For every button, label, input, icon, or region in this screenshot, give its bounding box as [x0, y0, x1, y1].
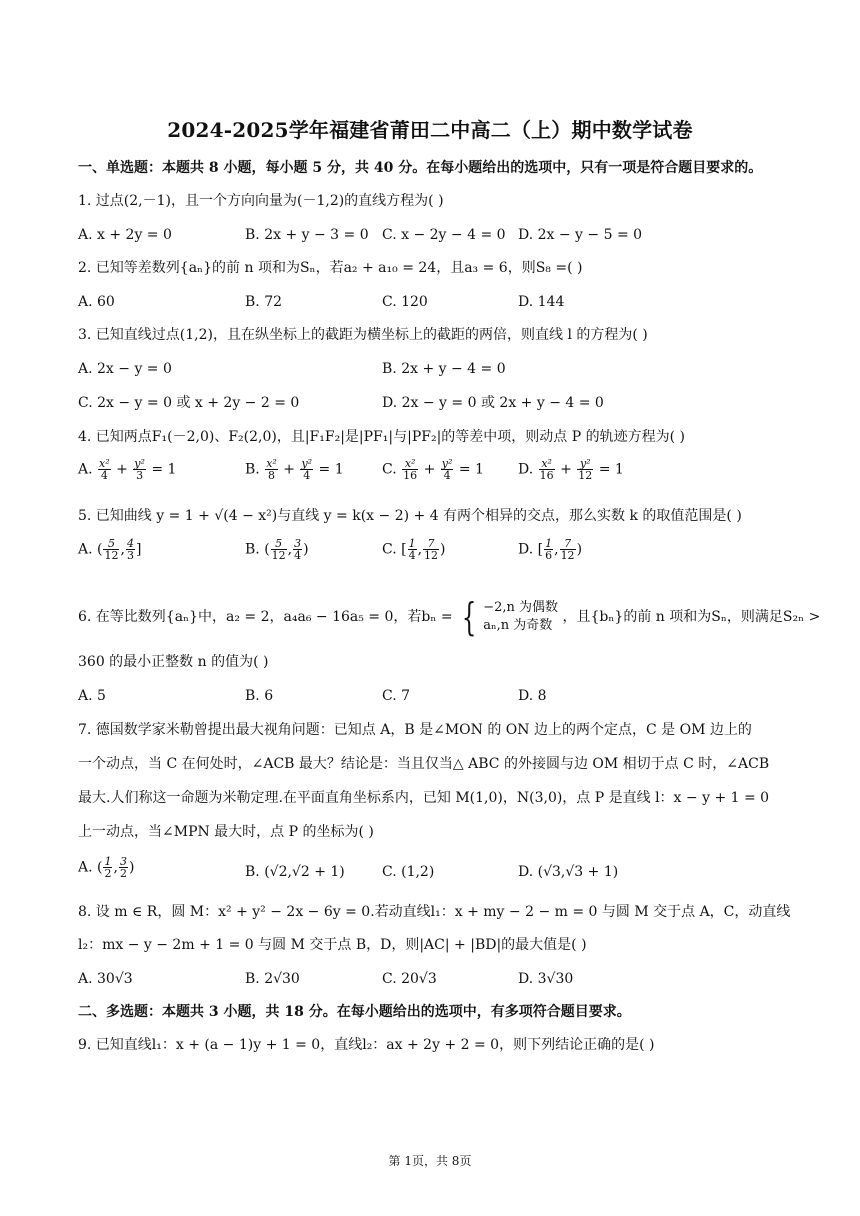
q5c-close: ) [440, 541, 446, 558]
q5d-f1-num: 1 [545, 537, 553, 550]
q5b-f2-den: 4 [294, 549, 302, 562]
q5a-frac-1 [103, 538, 119, 561]
q2-option-a: A. 60 [78, 294, 115, 310]
q5a-f1-den: 12 [104, 549, 119, 562]
q8-option-a: A. 30√3 [78, 971, 133, 987]
q6-option-d: D. 8 [518, 688, 547, 704]
q4a-x-den: 4 [100, 469, 108, 482]
question-2: 2. 已知等差数列{aₙ}的前 n 项和为Sₙ，若a₂ + a₁₀ = 24，且a₃ = 6，则S₈ =( ) [78, 260, 583, 276]
q7a-f1-den: 2 [104, 867, 112, 880]
question-8-line-1: 8. 设 m ∈ R，圆 M：x² + y² − 2x − 6y = 0.若动直线l₁：x + my − 2 − m = 0 与圆 M 交于点 A，C，动直线 [78, 904, 791, 920]
q6-case-even: −2,n 为偶数 [483, 600, 559, 615]
q1-option-b: B. 2x + y − 3 = 0 [245, 227, 369, 243]
question-4: 4. 已知两点F₁(－2,0)、F₂(2,0)，且|F₁F₂|是|PF₁|与|PF₂|的等差中项，则动点 P 的轨迹方程为( ) [78, 429, 685, 445]
q7-option-a-label: A. [78, 859, 93, 876]
question-9: 9. 已知直线l₁：x + (a − 1)y + 1 = 0，直线l₂：ax + 2y + 2 = 0，则下列结论正确的是( ) [78, 1037, 655, 1053]
question-7-line-2: 一个动点，当 C 在何处时，∠ACB 最大？结论是：当且仅当△ ABC 的外接圆与边 OM 相切于点 C 时，∠ACB [78, 756, 770, 772]
q4c-y-num: y² [441, 457, 453, 470]
q5c-f2-num: 7 [423, 538, 439, 550]
q5c-f1-num: 1 [408, 537, 416, 550]
page-title: 2024-2025学年福建省莆田二中高二（上）期中数学试卷 [167, 118, 693, 142]
q4-option-b-label: B. [245, 461, 260, 478]
q5c-f1-den: 4 [408, 549, 416, 562]
q4b-y-den: 4 [303, 469, 311, 482]
q4a-frac-x [98, 458, 111, 481]
q4c-frac-x [402, 458, 418, 481]
question-8-line-2: l₂：mx − y − 2m + 1 = 0 与圆 M 交于点 B，D，则|AC| + |BD|的最大值是( ) [78, 937, 587, 953]
q4-option-c: C. $\frac{\text{x²}}{16}$ + $\frac{\text{y²}}{4}$ = 1 [382, 457, 484, 482]
q4d-frac-x [539, 458, 555, 481]
q6-part-a: 6. 在等比数列{aₙ}中，a₂ = 2，a₄a₆ − 16a₅ = 0，若bₙ = [78, 609, 453, 625]
q5-option-c-label: C. [382, 541, 397, 558]
q5a-f2-den: 3 [126, 549, 134, 562]
q4b-frac-y [300, 458, 313, 481]
question-3: 3. 已知直线过点(1,2)，且在纵坐标上的截距为横坐标上的截距的两倍，则直线 l 的方程为( ) [78, 327, 648, 343]
q3-option-b: B. 2x + y − 4 = 0 [382, 361, 506, 377]
q5-option-d: D. [ $\frac{1}{6}$ , $\frac{7}{12}$ ) [518, 537, 583, 562]
q5a-close: ] [135, 541, 142, 558]
q2-option-b: B. 72 [245, 294, 283, 310]
q2-option-d: D. 144 [518, 294, 565, 310]
question-6 [78, 595, 821, 639]
q5-option-c: C. [ $\frac{1}{4}$ , $\frac{7}{12}$ ) [382, 537, 446, 562]
q4d-y-num: y² [577, 458, 593, 470]
question-7-line-3: 最大.人们称这一命题为米勒定理.在平面直角坐标系内，已知 M(1,0)，N(3,0)，点 P 是直线 l：x − y + 1 = 0 [78, 790, 770, 806]
q4b-x-den: 8 [268, 469, 276, 482]
q4-option-b: B. $\frac{\text{x²}}{8}$ + $\frac{\text{y²}}{4}$ = 1 [245, 457, 344, 482]
q5a-open: ( [97, 541, 103, 558]
q2-option-c: C. 120 [382, 294, 428, 310]
q4-option-d-label: D. [518, 461, 534, 478]
q5d-frac-1 [544, 538, 553, 561]
q8-option-d: D. 3√30 [518, 971, 574, 987]
q1-option-c: C. x − 2y − 4 = 0 [382, 227, 506, 243]
q4a-x-num: x² [99, 457, 110, 470]
q4c-x-den: 16 [403, 469, 418, 482]
q7-option-c: C. (1,2) [382, 864, 435, 880]
q4-option-a: A. $\frac{\text{x²}}{4}$ + $\frac{\text{y²}}{3}$ = 1 [78, 457, 177, 482]
q7-option-d: D. (√3,√3 + 1) [518, 864, 619, 880]
q5a-f2-num: 4 [126, 537, 134, 550]
q3-option-d: D. 2x − y = 0 或 2x + y − 4 = 0 [382, 395, 604, 411]
q4a-y-num: y² [134, 457, 145, 470]
q6-part-b: ，且{bₙ}的前 n 项和为Sₙ，则满足S₂ₙ > [562, 609, 821, 625]
q4-option-d: D. $\frac{\text{x²}}{16}$ + $\frac{\text{y²}}{12}$ = 1 [518, 457, 624, 482]
q7a-frac-2 [119, 856, 128, 879]
q5-option-d-label: D. [518, 541, 534, 558]
question-6-cont: 360 的最小正整数 n 的值为( ) [78, 654, 269, 670]
q5d-close: ) [576, 541, 583, 558]
q6-brace: { [461, 595, 477, 639]
q5b-f1-den: 12 [271, 549, 286, 562]
q8-option-b: B. 2√30 [245, 971, 300, 987]
q5-option-b-label: B. [245, 541, 260, 558]
q4-option-a-label: A. [78, 461, 93, 478]
q5c-frac-2 [423, 538, 439, 561]
q8-option-c: C. 20√3 [382, 971, 437, 987]
q1-option-a: A. x + 2y = 0 [78, 227, 172, 243]
q4-option-c-label: C. [382, 461, 397, 478]
q5c-frac-1 [408, 538, 417, 561]
q6-option-b: B. 6 [245, 688, 274, 704]
q7-option-b: B. (√2,√2 + 1) [245, 864, 345, 880]
question-5: 5. 已知曲线 y = 1 + √(4 − x²)与直线 y = k(x − 2) + 4 有两个相异的交点，那么实数 k 的取值范围是( ) [78, 508, 742, 524]
q5b-frac-1 [271, 538, 287, 561]
q4c-rhs: = 1 [458, 461, 484, 478]
q7a-f1-num: 1 [104, 855, 112, 868]
q5d-f2-den: 12 [560, 549, 575, 562]
q5b-f1-num: 5 [271, 538, 287, 550]
q5b-open: ( [264, 541, 270, 558]
q5c-f2-den: 12 [424, 549, 439, 562]
q5b-close: ) [303, 541, 309, 558]
q5d-f2-num: 7 [560, 538, 576, 550]
q4d-frac-y [577, 458, 593, 481]
q4d-x-num: x² [539, 458, 555, 470]
q4a-rhs: = 1 [151, 461, 177, 478]
q7a-f2-num: 3 [119, 855, 127, 868]
q5-option-a-label: A. [78, 541, 93, 558]
q5b-frac-2 [293, 538, 302, 561]
q4c-y-den: 4 [443, 469, 451, 482]
q6-case-odd: aₙ,n 为奇数 [483, 618, 553, 633]
q4a-y-den: 3 [136, 469, 144, 482]
q4d-x-den: 16 [539, 469, 554, 482]
q4a-frac-y [133, 458, 146, 481]
question-1: 1. 过点(2,－1)，且一个方向向量为(－1,2)的直线方程为( ) [78, 193, 444, 209]
section-multi-choice: 二、多选题：本题共 3 小题，共 18 分。在每小题给出的选项中，有多项符合题目要求。 [78, 1004, 631, 1020]
q4c-frac-y [441, 458, 454, 481]
q5-option-b: B. ( $\frac{5}{12}$ , $\frac{3}{4}$ ) [245, 537, 309, 562]
q4b-rhs: = 1 [318, 461, 344, 478]
q5a-f1-num: 5 [103, 538, 119, 550]
q5d-open: [ [537, 541, 544, 558]
q7a-frac-1 [103, 856, 112, 879]
q3-option-a: A. 2x − y = 0 [78, 361, 172, 377]
q4b-frac-x [265, 458, 278, 481]
q7a-f2-den: 2 [119, 867, 127, 880]
q5b-f2-num: 3 [294, 537, 302, 550]
q5a-frac-2 [126, 538, 135, 561]
q4d-rhs: = 1 [598, 461, 624, 478]
q5d-frac-2 [560, 538, 576, 561]
question-7-line-4: 上一动点，当∠MPN 最大时，点 P 的坐标为( ) [78, 824, 374, 840]
q3-option-c: C. 2x − y = 0 或 x + 2y − 2 = 0 [78, 395, 300, 411]
q4c-x-num: x² [402, 458, 418, 470]
q1-option-d: D. 2x − y − 5 = 0 [518, 227, 643, 243]
q4b-y-num: y² [301, 457, 313, 470]
q4b-x-num: x² [266, 457, 277, 470]
question-7-line-1: 7. 德国数学家米勒曾提出最大视角问题：已知点 A，B 是∠MON 的 ON 边上的两个定点，C 是 OM 边上的 [78, 722, 752, 738]
q6-piecewise [483, 599, 558, 635]
q6-option-a: A. 5 [78, 688, 106, 704]
q5-option-a: A. ( $\frac{5}{12}$ , $\frac{4}{3}$ ] [78, 537, 142, 562]
q4d-y-den: 12 [578, 469, 593, 482]
q5c-open: [ [401, 541, 407, 558]
q7-option-a: A. ( $\frac{1}{2}$ , $\frac{3}{2}$ ) [78, 855, 135, 880]
q6-option-c: C. 7 [382, 688, 411, 704]
page-footer: 第 1页，共 8页 [388, 1154, 472, 1168]
section-single-choice: 一、单选题：本题共 8 小题，每小题 5 分，共 40 分。在每小题给出的选项中，只有一项是符合题目要求的。 [78, 160, 763, 176]
q5d-f1-den: 6 [545, 549, 553, 562]
